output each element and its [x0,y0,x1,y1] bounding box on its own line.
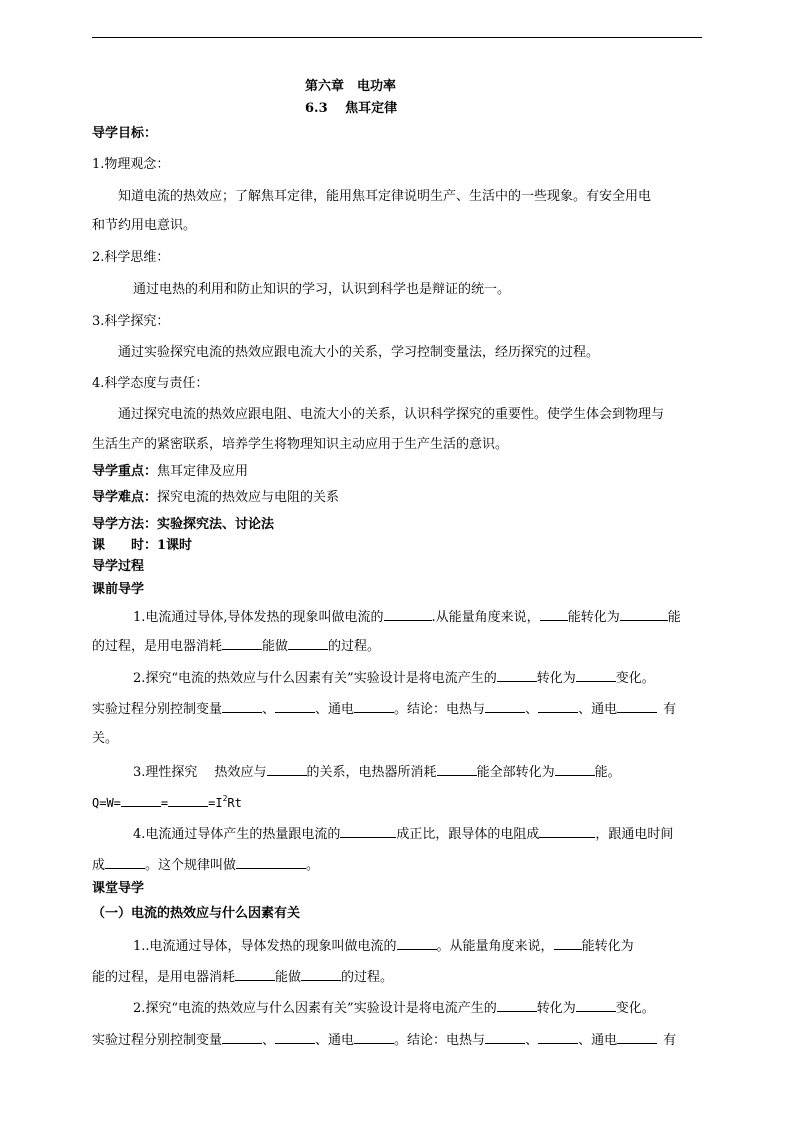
section-title: 6.3 焦耳定律 [305,101,398,116]
goal-2-heading: 2.科学思维： [92,250,170,265]
difficulty-point [92,490,339,506]
pre-q2-line3: 关。 [92,731,119,746]
pre-q2-line1: 2.探究“电流的热效应与什么因素有关”实验设计是将电流产生的 转化为 变化。 [133,671,655,686]
class-q1-line2: 能的过程，是用电器消耗 能做 的过程。 [92,970,394,985]
goal-4-text-cont: 生活生产的紧密联系，培养学生将物理知识主动应用于生产生活的意识。 [92,437,509,452]
class-q2-line1: 2.探究“电流的热效应与什么因素有关”实验设计是将电流产生的 转化为 变化。 [133,1001,655,1016]
hours-value: 1课时 [157,538,193,553]
chapter-title: 第六章 电功率 [305,79,397,94]
key-point-text: 焦耳定律及应用 [157,464,249,479]
difficulty-label: 导学难点： [92,490,158,505]
goal-1-heading: 1.物理观念： [92,157,170,172]
key-point-label: 导学重点： [92,464,158,479]
class-q2-line2: 实验过程分别控制变量 、 、通电 。结论：电热与 、 、通电 有 [92,1033,677,1048]
pre-q1-line1: 1.电流通过导体,导体发热的现象叫做电流的 .从能量角度来说， 能转化为 能 [133,610,681,625]
difficulty-text: 探究电流的热效应与电阻的关系 [157,490,340,505]
hours-line [92,538,192,554]
pre-q3-line1: 3.理性探究 热效应与 的关系，电热器所消耗 能全部转化为 能。 [133,765,621,780]
pre-q2-line2: 实验过程分别控制变量 、 、通电 。结论：电热与 、 、通电 有 [92,702,677,717]
class-q1-line1: 1..电流通过导体，导体发热的现象叫做电流的 。从能量角度来说， 能转化为 [133,939,634,954]
pre-q1-line2: 的过程，是用电器消耗 能做 的过程。 [92,639,381,654]
goal-3-text: 通过实验探究电流的热效应跟电流大小的关系，学习控制变量法，经历探究的过程。 [118,345,600,360]
class-study-heading: 课堂导学 [92,881,145,896]
goal-4-text: 通过探究电流的热效应跟电阻、电流大小的关系，认识科学探究的重要性。使学生体会到物理与 [118,407,665,422]
goal-4-heading: 4.科学态度与责任： [92,376,209,391]
class-subsection-1: （一）电流的热效应与什么因素有关 [92,906,301,921]
pre-study-heading: 课前导学 [92,582,145,597]
goals-heading: 导学目标： [92,126,158,141]
goal-1-text: 知道电流的热效应；了解焦耳定律，能用焦耳定律说明生产、生活中的一些现象。有安全用电 [118,189,652,204]
method-line: 导学方法：实验探究法、讨论法 [92,517,275,532]
hours-label: 课 时： [92,538,158,553]
pre-q4-line1: 4.电流通过导体产生的热量跟电流的 成正比，跟导体的电阻成 ，跟通电时间 [133,827,674,842]
key-point [92,464,248,480]
goal-1-text-cont: 和节约用电意识。 [92,218,197,233]
pre-q4-line2: 成 。这个规律叫做 。 [92,858,320,873]
process-heading: 导学过程 [92,559,145,574]
goal-2-text: 通过电热的利用和防止知识的学习，认识到科学也是辩证的统一。 [133,282,511,297]
joule-formula: $Q=W= = =I^2Rt$ [92,794,242,810]
goal-3-heading: 3.科学探究： [92,314,170,329]
header-rule [92,37,702,38]
